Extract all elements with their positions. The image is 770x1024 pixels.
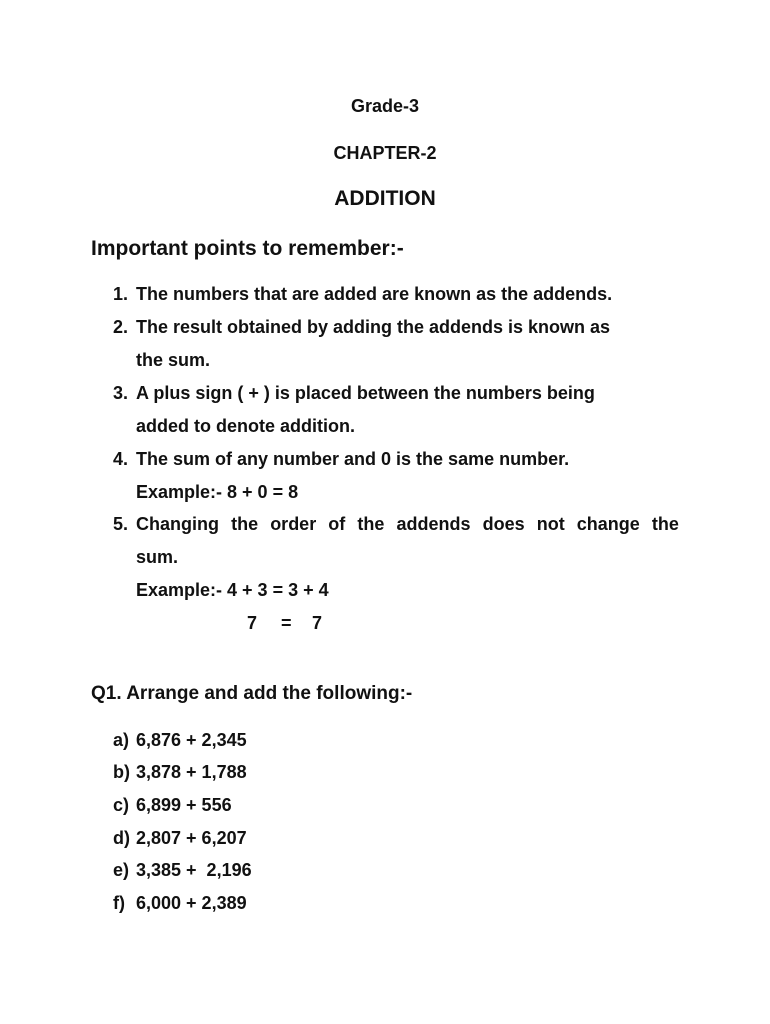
chapter-label: CHAPTER-2 [333, 143, 437, 163]
justified-word: Changing [136, 514, 219, 534]
justified-word: does [482, 514, 525, 534]
justified-word: change [576, 514, 640, 534]
point-text: sum. [136, 547, 179, 567]
item-letter: e) [113, 860, 130, 880]
justified-word: the [357, 514, 385, 534]
item-expression: 2,807 + 6,207 [136, 828, 247, 848]
item-expression: 6,876 + 2,345 [136, 730, 247, 750]
point-number: 1. [113, 284, 129, 304]
example-text: Example:- 8 + 0 = 8 [136, 482, 299, 502]
item-letter: d) [113, 828, 130, 848]
point-text: The result obtained by adding the addends is known as [136, 317, 611, 337]
item-letter: a) [113, 730, 130, 750]
point-number: 4. [113, 449, 129, 469]
item-letter: f) [113, 893, 125, 913]
point-text: added to denote addition. [136, 416, 355, 436]
justified-word: order [270, 514, 317, 534]
point-number: 3. [113, 383, 129, 403]
justified-word: addends [396, 514, 471, 534]
justified-word: the [651, 514, 679, 534]
item-letter: b) [113, 762, 130, 782]
result-equals: = [281, 613, 292, 633]
point-number: 2. [113, 317, 129, 337]
point-number: 5. [113, 514, 129, 534]
item-letter: c) [113, 795, 130, 815]
point-text-justified [136, 514, 679, 535]
point-text: The sum of any number and 0 is the same number. [136, 449, 570, 469]
justified-word: the [231, 514, 259, 534]
justified-word: of [328, 514, 346, 534]
grade-label: Grade-3 [350, 96, 420, 116]
question-1-heading: Q1. Arrange and add the following:- [91, 683, 413, 704]
example-text: Example:- 4 + 3 = 3 + 4 [136, 580, 329, 600]
item-expression: 3,385 + 2,196 [136, 860, 252, 880]
points-heading: Important points to remember:- [91, 237, 404, 260]
item-expression: 6,899 + 556 [136, 795, 232, 815]
topic-title: ADDITION [334, 187, 436, 210]
result-right: 7 [312, 613, 323, 633]
result-left: 7 [247, 613, 258, 633]
point-text: The numbers that are added are known as the addends. [136, 284, 613, 304]
item-expression: 3,878 + 1,788 [136, 762, 247, 782]
point-text: A plus sign ( + ) is placed between the numbers being [136, 383, 595, 403]
justified-word: not [536, 514, 565, 534]
item-expression: 6,000 + 2,389 [136, 893, 247, 913]
point-text: the sum. [136, 350, 211, 370]
